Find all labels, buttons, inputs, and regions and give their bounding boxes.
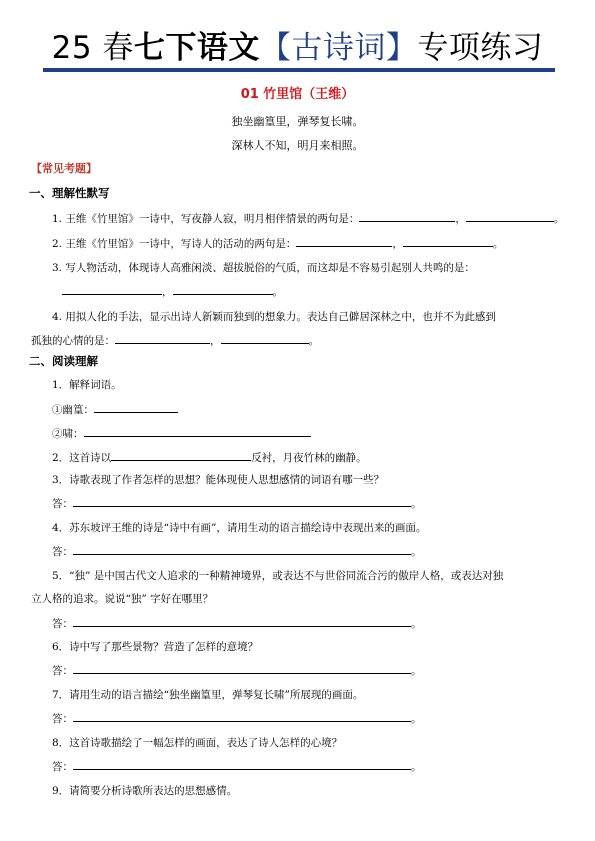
- s1-question-4-cont: [31, 332, 319, 348]
- s1-question-3: 3. 写人物活动，体现诗人高雅闲淡、超拔脱俗的气质，而这却是不容易引起别人共鸣的是：: [52, 262, 475, 274]
- section1-heading: 一、理解性默写: [29, 186, 110, 200]
- period: 。: [411, 761, 422, 773]
- poem-line-1: 独坐幽篁里，弹琴复长啸。: [231, 115, 364, 128]
- period: 。: [411, 713, 422, 725]
- s2-question-1b: [52, 425, 311, 441]
- answer-label: 答：: [52, 546, 73, 558]
- answer-label: 答：: [52, 618, 73, 630]
- s2-q1b-text: ②啸：: [52, 428, 84, 440]
- s2-q2-text: 2．这首诗以: [52, 452, 112, 464]
- s2-question-2: [52, 449, 367, 465]
- comma: ，: [392, 238, 403, 250]
- answer-blank[interactable]: [115, 332, 210, 344]
- s1-q1-text: 1. 王维《竹里馆》一诗中，写夜静人寂，明月相伴情景的两句是：: [52, 213, 360, 225]
- comma: ，: [210, 335, 221, 347]
- period: 。: [411, 665, 422, 677]
- title-part1: 25 春: [51, 30, 134, 66]
- s2-answer-3: [52, 495, 422, 511]
- s2-q2-text-end: 反衬，月夜竹林的幽静。: [251, 452, 367, 464]
- s2-question-1a: [52, 401, 178, 417]
- s2-question-9: 9．请简要分析诗歌所表达的思想感情。: [52, 785, 238, 797]
- title-part2: 七下语文: [133, 30, 260, 66]
- period: 。: [272, 286, 283, 298]
- page-title: [0, 28, 595, 68]
- title-right-bracket: 】: [385, 30, 418, 66]
- s2-question-5-cont: 立人格的追求。说说“独” 字好在哪里？: [31, 593, 214, 605]
- title-part3: 古诗词: [291, 30, 386, 66]
- answer-line[interactable]: [73, 710, 411, 722]
- answer-blank[interactable]: [111, 449, 251, 461]
- poem-title: 01 竹里馆（王维）: [240, 87, 355, 102]
- answer-label: 答：: [52, 761, 73, 773]
- common-topics-label: 【常见考题】: [31, 162, 97, 175]
- answer-blank[interactable]: [62, 283, 162, 295]
- s2-question-8: 8．这首诗歌描绘了一幅怎样的画面，表达了诗人怎样的心境？: [52, 737, 343, 749]
- s2-answer-7: [52, 710, 422, 726]
- period: 。: [553, 213, 565, 225]
- title-part4: 专项练习: [417, 30, 544, 66]
- section2-heading: 二、阅读理解: [29, 354, 98, 368]
- s2-question-5: 5．“独” 是中国古代文人追求的一种精神境界，或表达不与世俗同流合污的傲岸人格，或表达对独: [52, 570, 504, 582]
- s2-answer-8: [52, 758, 422, 774]
- answer-blank[interactable]: [296, 235, 392, 247]
- answer-blank[interactable]: [221, 332, 309, 344]
- title-left-bracket: 【: [259, 30, 292, 66]
- answer-label: 答：: [52, 665, 73, 677]
- s1-question-4: 4. 用拟人化的手法，显示出诗人新颖而独到的想象力。表达自己僻居深林之中，也并不为此感到: [52, 311, 496, 323]
- s1-q4-text: 孤独的心情的是：: [31, 335, 115, 347]
- answer-blank[interactable]: [84, 425, 311, 437]
- s2-answer-6: [52, 662, 422, 678]
- s2-question-1: 1．解释词语。: [52, 379, 122, 391]
- s2-answer-4: [52, 543, 422, 559]
- period: 。: [492, 238, 504, 250]
- s1-q2-text: 2. 王维《竹里馆》一诗中，写诗人的活动的两句是：: [52, 238, 297, 250]
- answer-blank[interactable]: [403, 235, 493, 247]
- answer-blank[interactable]: [173, 283, 273, 295]
- s2-q1a-text: ①幽篁：: [52, 404, 94, 416]
- answer-label: 答：: [52, 713, 73, 725]
- period: 。: [308, 335, 319, 347]
- s2-question-6: 6．诗中写了那些景物？营造了怎样的意境？: [52, 641, 259, 653]
- s2-question-4: 4．苏东坡评王维的诗是“诗中有画”，请用生动的语言描绘诗中表现出来的画面。: [52, 522, 427, 534]
- s1-question-3-blanks: [62, 283, 283, 299]
- answer-line[interactable]: [73, 758, 411, 770]
- s2-question-7: 7．请用生动的语言描绘“独坐幽篁里，弹琴复长啸”所展现的画面。: [52, 689, 364, 701]
- title-underline: [43, 68, 555, 72]
- answer-blank[interactable]: [466, 210, 554, 222]
- answer-label: 答：: [52, 498, 73, 510]
- answer-blank[interactable]: [359, 210, 455, 222]
- comma: ，: [162, 286, 173, 298]
- s2-answer-5: [52, 615, 422, 631]
- answer-line[interactable]: [73, 543, 411, 555]
- s1-question-2: [52, 235, 503, 251]
- answer-line[interactable]: [73, 615, 411, 627]
- answer-line[interactable]: [73, 662, 411, 674]
- s2-question-3: 3．诗歌表现了作者怎样的思想？能体现使人思想感情的词语有哪一些？: [52, 474, 385, 486]
- period: 。: [411, 498, 422, 510]
- answer-blank[interactable]: [94, 401, 178, 413]
- period: 。: [411, 546, 422, 558]
- poem-line-2: 深林人不知，明月来相照。: [231, 139, 364, 152]
- comma: ，: [455, 213, 466, 225]
- answer-line[interactable]: [73, 495, 411, 507]
- s1-question-1: [52, 210, 564, 226]
- period: 。: [411, 618, 422, 630]
